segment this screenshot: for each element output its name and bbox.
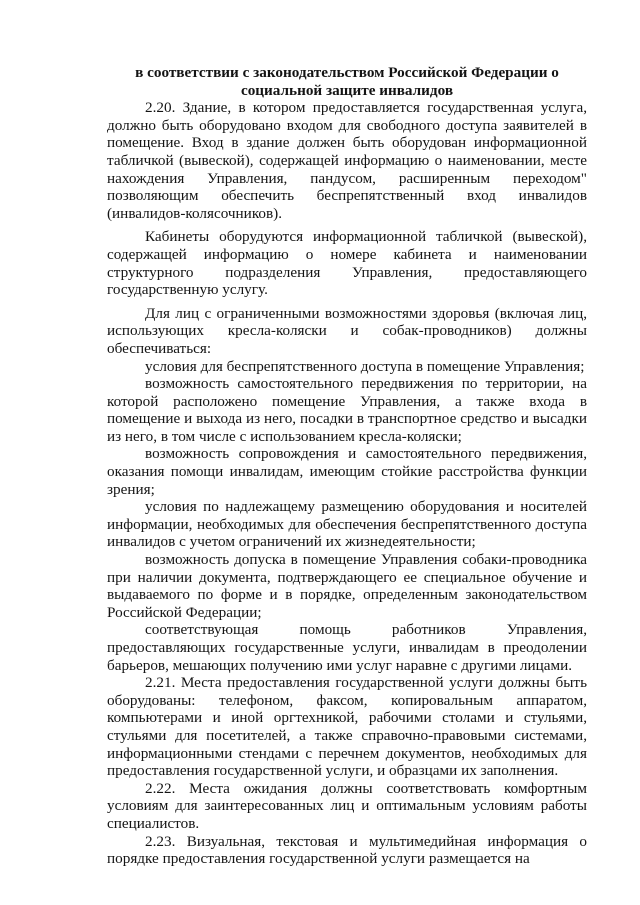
list-item-equipment-placement: условия по надлежащему размещению оборудования и носителей информации, необходимых для обеспечения беспрепятственного доступа инвалидов с учетом ограничений их жизнедеятельности; [107, 498, 587, 551]
document-body [107, 64, 587, 868]
list-item-guide-dog: возможность допуска в помещение Управления собаки-проводника при наличии документа, подтверждающего ее специальное обучение и выдаваемого по форме и в порядке, определенным законодательством Российской Федерации; [107, 551, 587, 621]
list-item-access-conditions: условия для беспрепятственного доступа в помещение Управления; [145, 357, 585, 375]
heading-line-1: в соответствии с законодательством Российской Федерации о [135, 64, 559, 81]
paragraph-cabinets: Кабинеты оборудуются информационной табличкой (вывеской), содержащей информацию о номере кабинета и наименовании структурного подразделения Управления, предоставляющего государственную услугу. [107, 228, 587, 299]
paragraph-2-21: 2.21. Места предоставления государственной услуги должны быть оборудованы: телефоном, факсом, копировальным аппаратом, компьютерами и иной оргтехникой, рабочими столами и стульями, стульями для посетителей, а также справочно-правовыми системами, информационными стендами с перечнем документов, необходимых для предоставления государственной услуги, и образцами их заполнения. [107, 674, 587, 780]
list-item-staff-help: соответствующая помощь работников Управления, предоставляющих государственные услуги, инвалидам в преодолении барьеров, мешающих получению ими услуг наравне с другими лицами. [107, 621, 587, 674]
section-heading [107, 64, 587, 99]
paragraph-2-22: 2.22. Места ожидания должны соответствовать комфортным условиям для заинтересованных лиц и оптимальным условиям работы специалистов. [107, 779, 587, 832]
list-item-assistance: возможность сопровождения и самостоятельного передвижения, оказания помощи инвалидам, имеющим стойкие расстройства функции зрения; [107, 445, 587, 498]
paragraph-2-23: 2.23. Визуальная, текстовая и мультимедийная информация о порядке предоставления государственной услуги размещается на [107, 832, 587, 868]
list-item-movement: возможность самостоятельного передвижения по территории, на которой расположено помещение Управления, а также входа в помещение и выхода из него, посадки в транспортное средство и высадки из него, в том числе с использованием кресла-коляски; [107, 375, 587, 445]
paragraph-2-20: 2.20. Здание, в котором предоставляется государственная услуга, должно быть оборудовано входом для свободного доступа заявителей в помещение. Вход в здание должен быть оборудован информационной табличкой (вывеской), содержащей информацию о наименовании, месте нахождения Управления, пандусом, расширенным переходом" позволяющим обеспечить беспрепятственный вход инвалидов (инвалидов-колясочников). [107, 99, 587, 222]
heading-line-2: социальной защите инвалидов [240, 81, 454, 99]
paragraph-accessibility-intro: Для лиц с ограниченными возможностями здоровья (включая лиц, использующих кресла-коляски и собак-проводников) должны обеспечиваться: [107, 304, 587, 357]
